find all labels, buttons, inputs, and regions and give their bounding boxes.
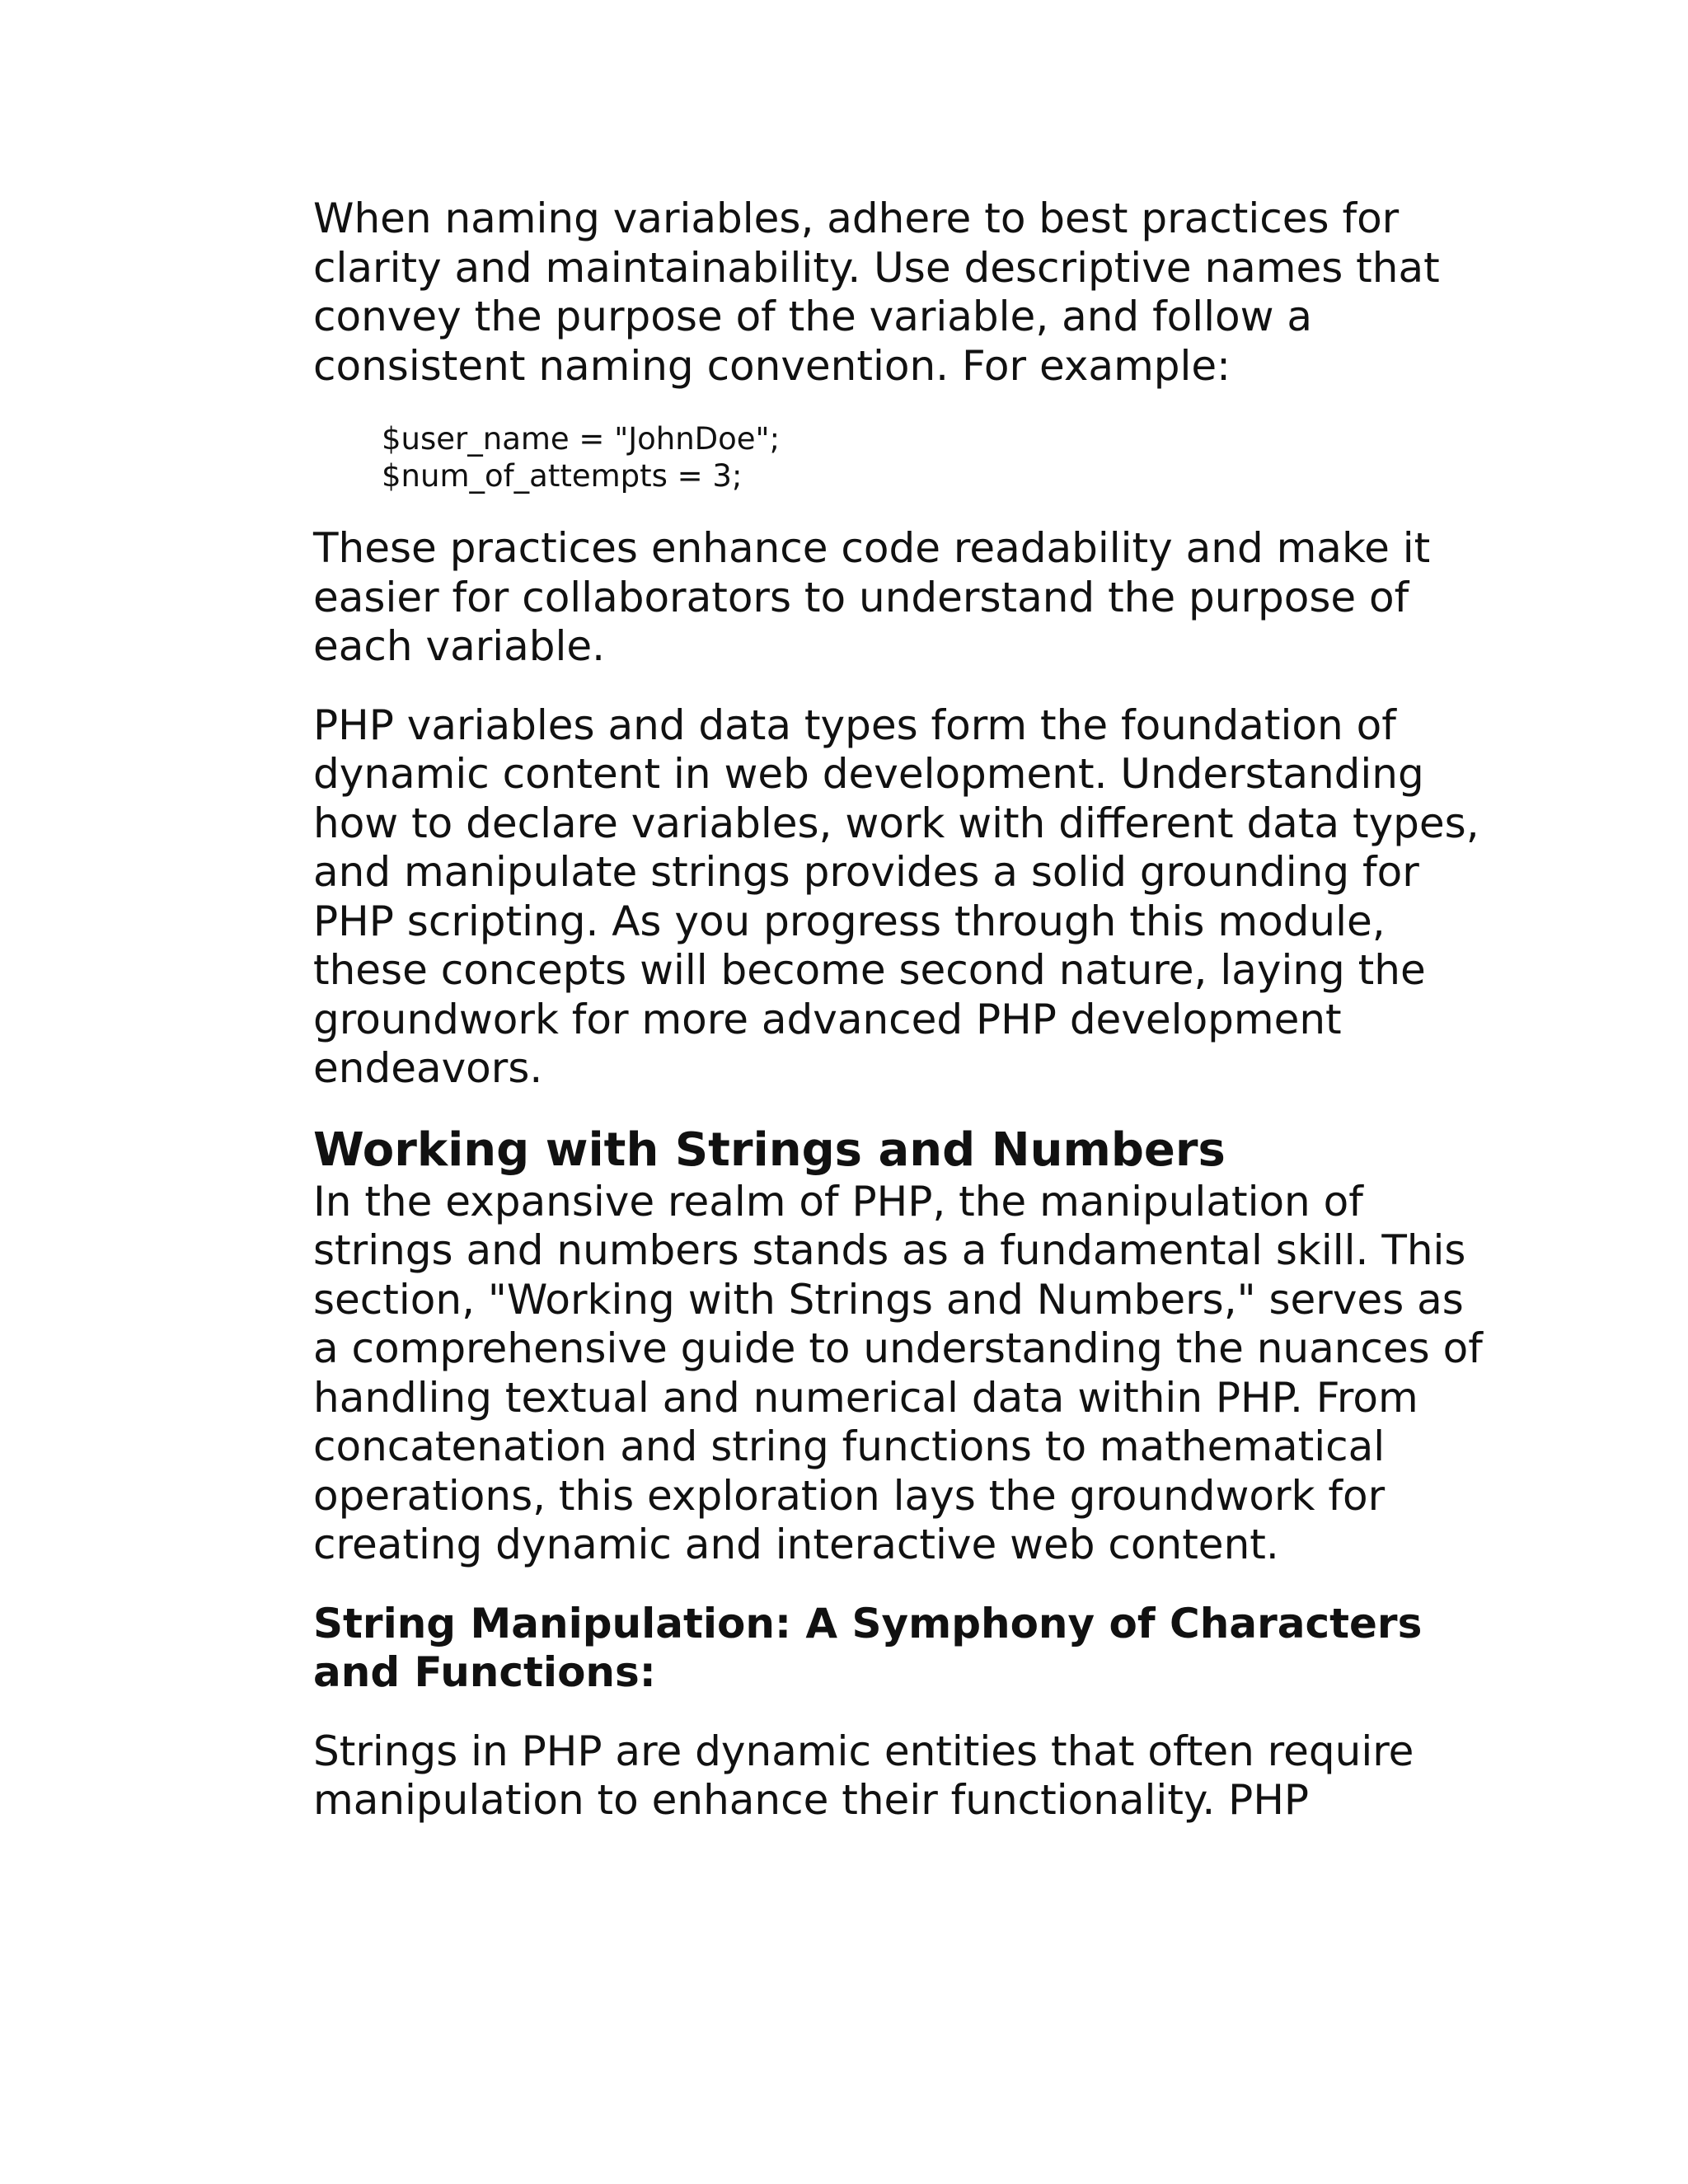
paragraph-string-manipulation: Strings in PHP are dynamic entities that often require manipulation to enhance their functionality. PHP bbox=[313, 1727, 1414, 1824]
paragraph-section-intro: In the expansive realm of PHP, the manipulation of strings and numbers stands as a fundamental skill. This section, "Working with Strings and Numbers," serves as a comprehensive guide to understanding the nuances of handling textual and numerical data within PHP. From concatenation and string functions to mathematical operations, this exploration lays the groundwork for creating dynamic and interactive web content. bbox=[313, 1177, 1483, 1568]
subsection-heading: String Manipulation: A Symphony of Characters and Functions: bbox=[313, 1599, 1423, 1696]
paragraph-foundation: PHP variables and data types form the foundation of dynamic content in web development. Understanding how to declare variables, work with different data types, and manipulate strings provides a solid grounding for PHP scripting. As you progress through this module, these concepts will become second nature, laying the groundwork for more advanced PHP development endeavors. bbox=[313, 701, 1479, 1092]
code-example bbox=[382, 420, 1484, 494]
section-heading: Working with Strings and Numbers bbox=[313, 1122, 1226, 1177]
code-line-num-attempts: $num_of_attempts = 3; bbox=[382, 458, 743, 494]
paragraph-readability: These practices enhance code readability and make it easier for collaborators to understand the purpose of each variable. bbox=[313, 524, 1431, 670]
page-content bbox=[313, 194, 1484, 1855]
code-line-user-name: $user_name = "JohnDoe"; bbox=[382, 421, 781, 457]
paragraph-variable-naming: When naming variables, adhere to best practices for clarity and maintainability. Use descriptive names that convey the purpose of the variable, and follow a consistent naming convention. For example: bbox=[313, 194, 1440, 390]
